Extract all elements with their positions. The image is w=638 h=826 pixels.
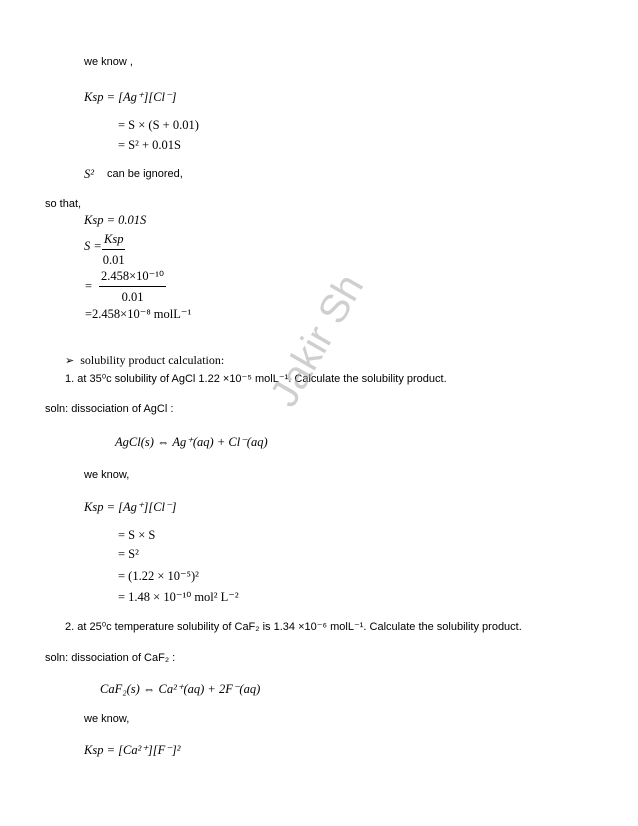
s-fraction-numerator: Ksp (102, 232, 125, 250)
step-s-times: = S × (S + 0.01) (118, 118, 199, 132)
step-s-times-s: = S × S (118, 528, 156, 542)
step-s-squared-2: = S² (118, 547, 139, 561)
bullet-line (65, 354, 224, 367)
solution-2-heading: soln: dissociation of CaF₂ : (45, 652, 176, 664)
s-fraction (102, 232, 125, 268)
value-fraction (99, 268, 166, 305)
ksp-caf2-equation: Ksp = [Ca²⁺][F⁻]² (84, 743, 181, 757)
caf2-dissociation-equation: CaF₂(s) ⇔ Ca²⁺(aq) + 2F⁻(aq) (100, 682, 261, 696)
value-fraction-numerator: 2.458×10⁻¹⁰ (99, 268, 166, 287)
ksp-agcl-equation-1: Ksp = [Ag⁺][Cl⁻] (84, 90, 177, 104)
we-know-text-2: we know, (84, 469, 130, 481)
question-1: 1. at 35⁰c solubility of AgCl 1.22 ×10⁻⁵ molL⁻¹. Calculate the solubility product. (65, 373, 447, 385)
watermark-text: Jakir Sh (262, 266, 373, 414)
we-know-text-1: we know , (84, 56, 133, 68)
step-s-squared: = S² + 0.01S (118, 138, 182, 152)
solution-1-heading: soln: dissociation of AgCl : (45, 403, 174, 415)
ksp-001s-equation: Ksp = 0.01S (84, 213, 147, 227)
ksp-result: = 1.48 × 10⁻¹⁰ mol² L⁻² (118, 590, 239, 604)
value-fraction-denominator: 0.01 (121, 290, 144, 304)
s-fraction-denominator: 0.01 (102, 253, 125, 267)
step-squared-value: = (1.22 × 10⁻⁵)² (118, 569, 199, 583)
equals-sign: = (85, 279, 93, 293)
agcl-dissociation-equation: AgCl(s) ⇔ Ag⁺(aq) + Cl⁻(aq) (115, 435, 268, 449)
so-that-text: so that, (45, 198, 82, 210)
s-squared-symbol: S² (84, 167, 94, 181)
can-be-ignored-text: can be ignored, (107, 168, 183, 180)
s-equals-label: S = (84, 239, 102, 253)
arrow-bullet-icon: ➢ (65, 355, 75, 367)
question-2: 2. at 25⁰c temperature solubility of CaF₂ is 1.34 ×10⁻⁶ molL⁻¹. Calculate the solubility product. (65, 621, 522, 633)
bullet-text: solubility product calculation: (80, 353, 225, 367)
ksp-agcl-equation-2: Ksp = [Ag⁺][Cl⁻] (84, 500, 177, 514)
s-result: =2.458×10⁻⁸ molL⁻¹ (85, 307, 192, 321)
we-know-text-3: we know, (84, 713, 130, 725)
